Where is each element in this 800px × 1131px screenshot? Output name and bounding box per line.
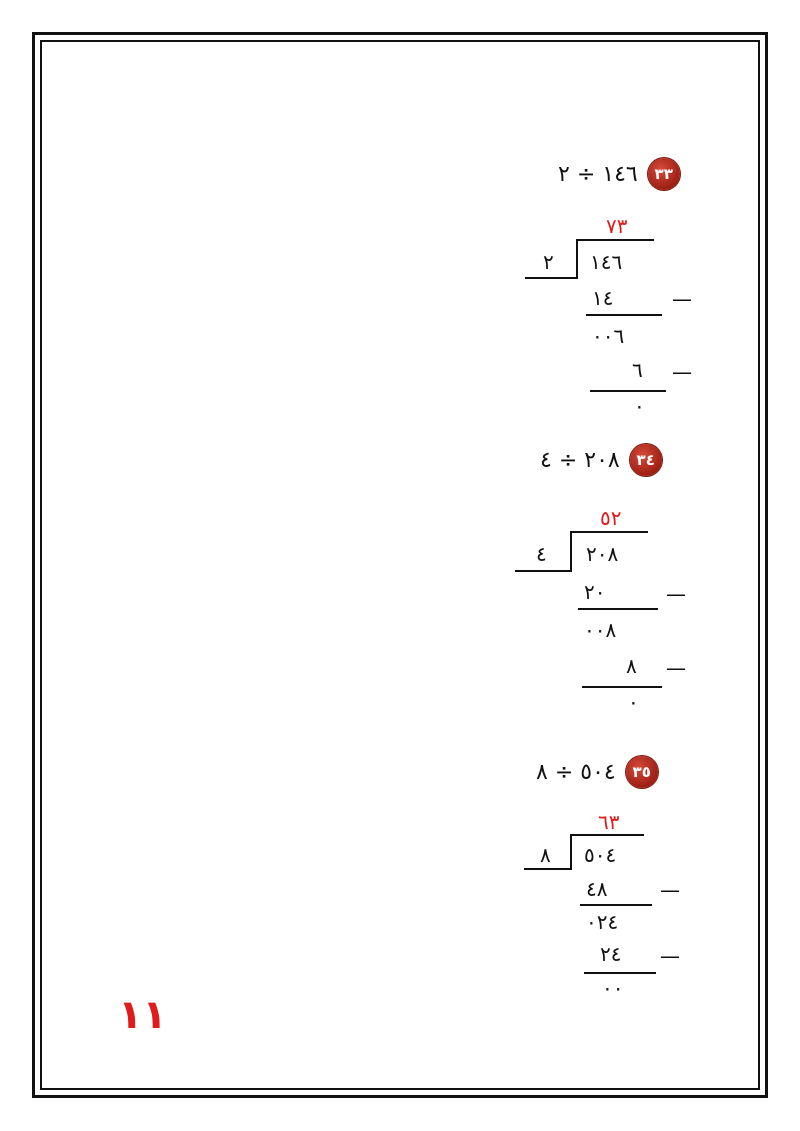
division-bracket (570, 834, 572, 870)
division-bracket (576, 239, 578, 279)
final-remainder: ٠٠ (602, 976, 624, 1000)
subtrahend-2: ٨ (626, 654, 637, 678)
dividend: ٥٠٤ (584, 843, 617, 867)
subtraction-line (582, 686, 662, 688)
page-border-inner (40, 40, 760, 1090)
problem-number-badge: ٣٥ (626, 756, 658, 788)
minus-sign: — (672, 360, 692, 384)
divisor: ٢ (543, 250, 554, 274)
problem-number-badge: ٣٣ (648, 158, 680, 190)
subtraction-line (580, 904, 652, 906)
minus-sign: — (660, 878, 680, 902)
divisor-underline (524, 868, 572, 870)
minus-sign: — (666, 656, 686, 680)
quotient: ٦٣ (598, 810, 620, 834)
subtraction-line (590, 390, 666, 392)
divisor-underline (525, 277, 578, 279)
divisor: ٨ (540, 843, 551, 867)
minus-sign: — (660, 944, 680, 968)
division-bar (570, 531, 648, 533)
remainder-1: ٠٠٨ (584, 618, 617, 642)
dividend: ٢٠٨ (586, 542, 619, 566)
subtrahend-1: ٢٠ (584, 580, 606, 604)
problem-expression: ٥٠٤ ÷ ٨ (536, 759, 616, 785)
problem-header (558, 158, 680, 190)
problem-header (536, 756, 658, 788)
division-bar (576, 239, 654, 241)
minus-sign: — (672, 287, 692, 311)
subtrahend-2: ٢٤ (600, 942, 622, 966)
divisor: ٤ (536, 542, 547, 566)
remainder-1: ٠٢٤ (586, 910, 619, 934)
page-number: ١١ (118, 992, 167, 1038)
problem-expression: ١٤٦ ÷ ٢ (558, 161, 638, 187)
quotient: ٧٣ (606, 214, 628, 238)
final-remainder: ٠ (628, 690, 639, 714)
subtraction-line (578, 608, 658, 610)
final-remainder: ٠ (634, 394, 645, 418)
quotient: ٥٢ (600, 506, 622, 530)
division-bracket (570, 531, 572, 572)
divisor-underline (515, 570, 572, 572)
subtrahend-1: ٤٨ (586, 877, 608, 901)
problem-expression: ٢٠٨ ÷ ٤ (540, 447, 620, 473)
division-bar (570, 834, 644, 836)
subtrahend-1: ١٤ (592, 286, 614, 310)
subtraction-line (586, 314, 662, 316)
minus-sign: — (666, 582, 686, 606)
dividend: ١٤٦ (590, 250, 623, 274)
problem-header (540, 444, 662, 476)
remainder-1: ٠٠٦ (592, 324, 625, 348)
subtrahend-2: ٦ (632, 358, 643, 382)
subtraction-line (584, 972, 656, 974)
problem-number-badge: ٣٤ (630, 444, 662, 476)
